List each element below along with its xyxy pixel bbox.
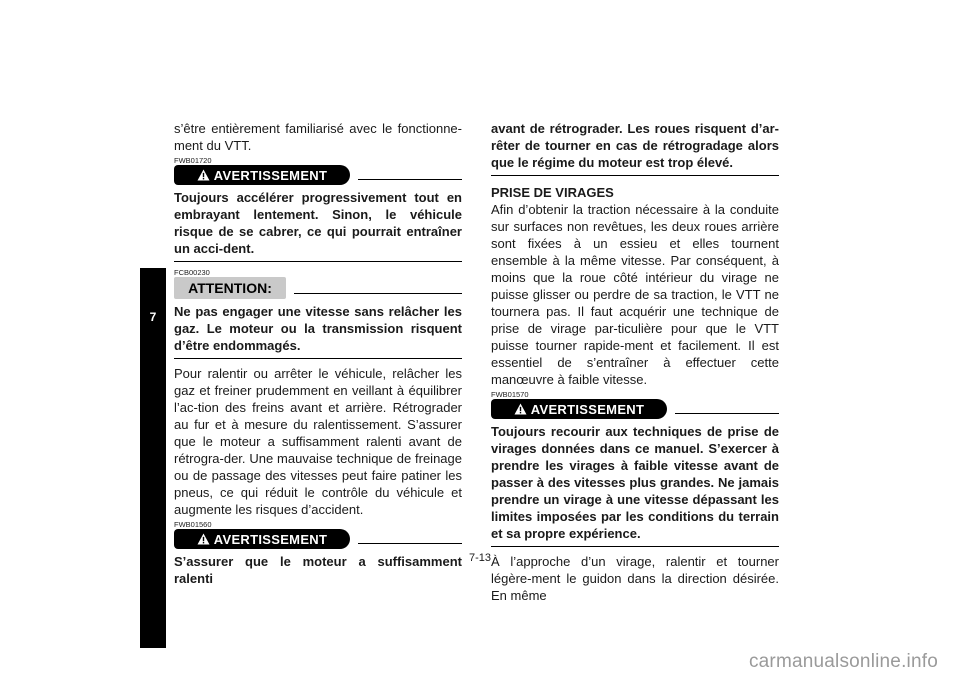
attention-code: FCB00230	[174, 268, 210, 277]
attention-banner: ATTENTION:	[174, 277, 286, 299]
attention-header	[174, 277, 462, 299]
warning-label: AVERTISSEMENT	[213, 167, 328, 183]
warning-code: FWB01720	[174, 156, 212, 165]
warning-rule	[358, 534, 462, 544]
warning-triangle-icon	[197, 169, 210, 181]
right-column	[491, 120, 779, 606]
warning-rule	[358, 170, 462, 180]
warning-triangle-icon	[514, 403, 527, 415]
warning-banner	[491, 399, 667, 419]
warning-text: Toujours accélérer progressivement tout en embrayant lentement. Sinon, le véhicule risque de se cabrer, ce qui pourrait entraîner un acci-dent.	[174, 189, 462, 262]
section-heading: PRISE DE VIRAGES	[491, 185, 614, 200]
closing-paragraph: À l’approche d’un virage, ralentir et tourner légère-ment le guidon dans la direction désirée. En même	[491, 554, 779, 603]
warning-label: AVERTISSEMENT	[530, 401, 645, 417]
chapter-number: 7	[149, 310, 157, 324]
page-number: 7-13	[468, 552, 492, 564]
warning-code: FWB01570	[491, 390, 529, 399]
warning-triangle-icon	[197, 533, 210, 545]
attention-rule	[294, 283, 462, 294]
intro-paragraph: s’être entièrement familiarisé avec le fonctionne-ment du VTT.	[174, 121, 462, 153]
warning-text: Toujours recourir aux techniques de prise de virages données dans ce manuel. S’exercer à prendre les virages à faible vitesse avant de passer à des vitesses plus grandes. Ne jamais prendre un virage à une vitesse dépassant les limites imposées par les conditions du terrain et sa propre expérience.	[491, 423, 779, 547]
warning-header	[174, 165, 462, 185]
warning-code: FWB01560	[174, 520, 212, 529]
warning-text: S’assurer que le moteur a suffisamment ralenti	[174, 554, 462, 586]
warning-header	[491, 399, 779, 419]
cornering-paragraph: Afin d’obtenir la traction nécessaire à la conduite sur surfaces non revêtues, les deux roues arrière sont fixées à un essieu et elles tournent ensemble à la même vitesse. Par conséquent, à moins que la roue côté intérieur du virage ne puisse glisser ou perdre de sa traction, le VTT ne tournera pas. Il faut acquérir une technique de prise de virage par-ticulière pour que le VTT puisse tourner rapide-ment et facilement. Il est essentiel de s’entraîner à effectuer cette manœuvre à faible vitesse.	[491, 202, 779, 387]
warning-banner	[174, 529, 350, 549]
chapter-tab	[140, 268, 166, 648]
warning-text-continued: avant de rétrograder. Les roues risquent d’ar-rêter de tourner en cas de rétrogradage alors que le régime du moteur est trop élevé.	[491, 120, 779, 176]
braking-paragraph: Pour ralentir ou arrêter le véhicule, relâcher les gaz et freiner prudemment en veillant à équilibrer l’ac-tion des freins avant et arrière. Rétrograder au fur et à mesure du ralentissement. S’assurer que le moteur a suffisamment ralenti avant de rétrogra-der. Une mauvaise technique de freinage ou de passage des vitesses peut faire patiner les pneus, ce qui réduit le contrôle du véhicule et augmente les risques d’accident.	[174, 366, 462, 517]
warning-banner	[174, 165, 350, 185]
left-column	[174, 120, 462, 587]
warning-label: AVERTISSEMENT	[213, 531, 328, 547]
attention-text: Ne pas engager une vitesse sans relâcher les gaz. Le moteur ou la transmission risquent d’être endommagés.	[174, 303, 462, 359]
watermark: carmanualsonline.info	[748, 651, 938, 672]
warning-header	[174, 529, 462, 549]
warning-rule	[675, 404, 779, 414]
